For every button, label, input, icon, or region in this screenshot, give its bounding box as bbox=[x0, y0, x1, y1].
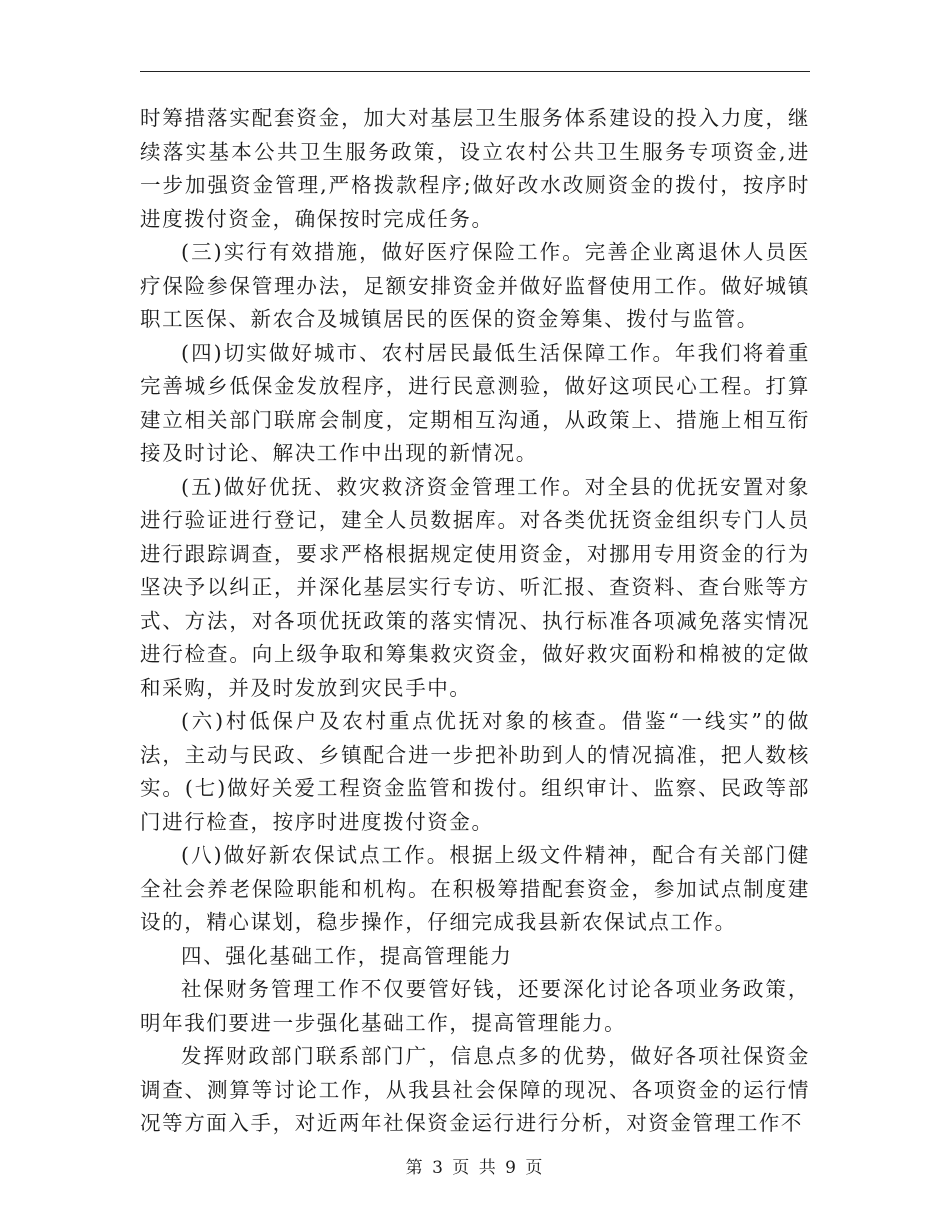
paragraph: 时筹措落实配套资金，加大对基层卫生服务体系建设的投入力度，继续落实基本公共卫生服务政策，设立农村公共卫生服务专项资金,进一步加强资金管理,严格拨款程序;做好改水改厕资金的拨付，按序时进度拨付资金，确保按时完成任务。 bbox=[140, 106, 810, 231]
paragraph: (六)村低保户及农村重点优抚对象的核查。借鉴“一线实”的做法，主动与民政、乡镇配合进一步把补助到人的情况搞准，把人数核实。(七)做好关爱工程资金监管和拨付。组织审计、监察、民政等部门进行检查，按序时进度拨付资金。 bbox=[140, 709, 810, 834]
paragraph: (三)实行有效措施，做好医疗保险工作。完善企业离退休人员医疗保险参保管理办法，足额安排资金并做好监督使用工作。做好城镇职工医保、新农合及城镇居民的医保的资金筹集、拨付与监管。 bbox=[140, 240, 810, 331]
paragraph: (五)做好优抚、救灾救济资金管理工作。对全县的优抚安置对象进行验证进行登记，建全人员数据库。对各类优抚资金组织专门人员进行跟踪调查，要求严格根据规定使用资金，对挪用专用资金的行为坚决予以纠正，并深化基层实行专访、听汇报、查资料、查台账等方式、方法，对各项优抚政策的落实情况、执行标准各项减免落实情况进行检查。向上级争取和筹集救灾资金，做好救灾面粉和棉被的定做和采购，并及时发放到灾民手中。 bbox=[140, 474, 810, 700]
page-number: 第 3 页 共 9 页 bbox=[405, 1158, 545, 1178]
header-rule bbox=[140, 71, 810, 72]
section-heading: 四、强化基础工作，提高管理能力 bbox=[181, 943, 513, 968]
paragraph: 发挥财政部门联系部门广，信息点多的优势，做好各项社保资金调查、测算等讨论工作，从我县社会保障的现况、各项资金的运行情况等方面入手，对近两年社保资金运行进行分析，对资金管理工作不 bbox=[140, 1044, 810, 1135]
paragraph: 社保财务管理工作不仅要管好钱，还要深化讨论各项业务政策，明年我们要进一步强化基础工作，提高管理能力。 bbox=[140, 977, 810, 1035]
paragraph: (四)切实做好城市、农村居民最低生活保障工作。年我们将着重完善城乡低保金发放程序，进行民意测验，做好这项民心工程。打算建立相关部门联席会制度，定期相互沟通，从政策上、措施上相互衔接及时讨论、解决工作中出现的新情况。 bbox=[140, 340, 810, 465]
document-body bbox=[140, 102, 810, 1141]
paragraph: (八)做好新农保试点工作。根据上级文件精神，配合有关部门健全社会养老保险职能和机构。在积极筹措配套资金，参加试点制度建设的，精心谋划，稳步操作，仔细完成我县新农保试点工作。 bbox=[140, 843, 810, 934]
